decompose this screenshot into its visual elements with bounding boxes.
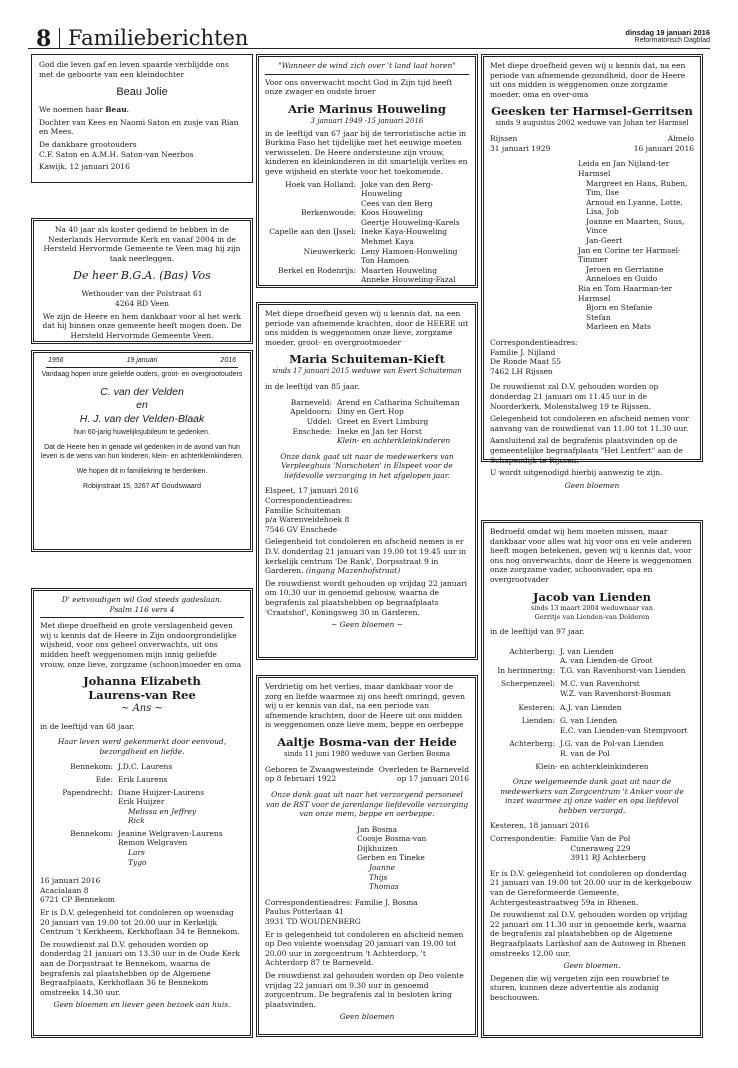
family-group <box>265 247 469 266</box>
deceased-name: Aaltje Bosma-van der Heide <box>277 734 457 749</box>
age-line: in de leeftijd van 85 jaar. <box>265 382 360 392</box>
corr-label: Correspondentieadres: <box>265 496 353 506</box>
family-place: Enschede: <box>292 426 332 436</box>
family-list <box>265 398 469 436</box>
deceased-name-1: Johanna Elizabeth <box>83 674 201 689</box>
family-place: Achterberg: <box>509 739 555 749</box>
vos-closing: We zijn de Heere en hem dankbaar voor al het werk dat hij binnen onze gemeente heeft mogen doen. De Hersteld Hervormde Gemeente Veen. <box>42 311 242 340</box>
burial-info: Aansluitend zal de begrafenis plaatsvinden op de gemeentelijke begraafplaats "Het Lentfert" aan de Schapendijk te Rijssen. <box>490 436 683 465</box>
family-names <box>361 247 469 266</box>
family-member: Geertje Houweling-Karels <box>361 217 460 227</box>
grandchildren: Klein- en achterkleinkinderen <box>337 436 451 446</box>
corr-label: Correspondentieadres: <box>490 338 578 347</box>
family-member: J.D.C. Laurens <box>118 762 173 772</box>
obituary-intro: Met diepe droefheid geven wij u kennis dat, na een periode van afnemende gezondheid, door de Heere uit ons midden is weggenomen onze zorgzame moeder, oma en over-oma <box>490 61 686 99</box>
family-group <box>265 407 469 417</box>
age-line: in de leeftijd van 97 jaar. <box>490 626 585 636</box>
vos-name: De heer B.G.A. (Bas) Vos <box>73 269 211 283</box>
closing-note: Geen bloemen. <box>563 961 621 971</box>
jubilee-wish: Dat de Heere hen in genade wil gedenken in de avond van hun leven is de wens van hun kinderen, klein- en achterkleinkinderen. <box>40 444 244 461</box>
born-place: Geboren te Zwaagwesteinde <box>265 764 374 774</box>
deceased-name: Jacob van Lienden <box>533 589 651 604</box>
grandchild: Thijs <box>369 872 388 882</box>
family-group <box>40 762 244 772</box>
and-word: en <box>136 399 148 412</box>
page-number: 8 <box>36 26 52 52</box>
widow-note: sinds 9 augustus 2002 weduwe van Johan ter Harmsel <box>495 119 689 128</box>
family-place: Ede: <box>95 774 113 784</box>
family-list <box>265 180 469 286</box>
family-names <box>560 647 694 666</box>
family-names <box>118 788 244 826</box>
deceased-name: Geesken ter Harmsel-Gerritsen <box>491 104 693 119</box>
place-date: Kawijk, 12 januari 2016 <box>39 162 130 172</box>
service-info: De rouwdienst zal D.V. gehouden worden op vrijdag 22 januari om 11.30 uur in genoemde kerk, waarna de begrafenis zal plaatshebben op de Algemene Begraafplaats Larikshof aan de Autoweg in Rhenen omstreeks 12.00 uur. <box>490 910 688 958</box>
family-member: Ineke Kaya-Houweling <box>361 227 448 237</box>
family-member: Diny en Gert Hop <box>337 407 404 417</box>
jubilee-event: hun 60-jarig huwelijksjubileum te gedenken. <box>74 429 210 437</box>
closing-note: Geen bloemen <box>339 1012 395 1022</box>
marriage-jubilee-notice <box>31 350 253 552</box>
grandchild: Rick <box>128 816 145 826</box>
corr-line-1: Familie Schuiteman <box>265 505 341 515</box>
issue-date: dinsdag 19 januari 2016 <box>625 28 710 37</box>
page-header <box>28 25 710 52</box>
year-end: 2016 <box>220 357 236 364</box>
corr-line-3: 3931 TD WOUDENBERG <box>265 917 361 927</box>
family-list <box>490 159 694 332</box>
place-date: Kesteren, 18 januari 2016 <box>490 821 590 831</box>
obituary-intro: Verdrietig om het verlies, maar dankbaar voor de zorg en liefde waarmee zij ons heeft omringd, geven wij u er kennis van dat, na een periode van afnemende krachten, door de Heere uit ons midden is weggenomen onze lieve mem, beppe en oerbeppe <box>265 682 465 730</box>
family-member: A.J. van Lienden <box>560 702 622 712</box>
closing-note: Geen bloemen en liever geen bezoek aan huis. <box>53 1000 231 1010</box>
grandchild: Lars <box>128 848 145 858</box>
year-start: 1956 <box>48 357 64 364</box>
visitation-info: Er is D.V. gelegenheid tot condoleren op woensdag 20 januari van 19.00 tot 20.00 uur in Kerkelijk Centrum 't Kerkheem, Kerkhoflaan 34 te Bennekom. <box>40 908 240 937</box>
family-group <box>265 427 469 437</box>
vos-address-1: Wethouder van der Polstraat 61 <box>81 289 203 299</box>
birth-date: 31 januari 1929 <box>490 143 551 153</box>
family-member: Jan Bosma <box>357 824 398 834</box>
city-line: 6721 CP Bennekom <box>40 895 115 905</box>
corr-line-2: p/a Warenveldehoek 8 <box>265 515 350 525</box>
thanks-line-2: C.F. Saton en A.M.H. Saton-van Neerbos <box>39 149 194 159</box>
family-group <box>40 829 244 867</box>
thanks-note: Onze dank gaat uit naar de medewerkers van Verpleeghuis 'Norschoten' in Elspeet voor de liefdevolle verzorging in het afgelopen jaar. <box>280 451 454 480</box>
family-place: Bennekom: <box>70 762 113 772</box>
obituary-van-lienden <box>481 520 703 1038</box>
parents-line: Dochter van Kees en Naomi Saton en zusje van Rian en Mees. <box>39 117 239 137</box>
birth-announcement <box>31 54 253 183</box>
nickname: ~ Ans ~ <box>121 702 163 714</box>
grandchild: Melissa en Jeffrey <box>128 806 197 816</box>
family-place: Lienden: <box>521 716 555 726</box>
visitation-info: Er is D.V. gelegenheid tot condoleren op donderdag 21 januari van 19.00 tot 20.00 uur in de kerkgebouw van de Gereformeerde Gemeente, Achtergesteastraatweg 59a in Rhenen. <box>490 868 692 907</box>
family-names <box>560 716 694 735</box>
family-names <box>361 208 469 227</box>
widow-note: sinds 17 januari 2015 weduwe van Evert Schuiteman <box>272 367 462 376</box>
family-names <box>560 679 694 698</box>
corr-line-3: 7462 LH Rijssen <box>490 366 553 376</box>
family-names <box>361 227 469 246</box>
jubilee-hope: We hopen dit in familiekring te herdenken. <box>76 468 208 476</box>
child-name: Beau Jolie <box>116 86 168 99</box>
obituary-text: in de leeftijd van 67 jaar bij de terroristische actie in Burkina Faso het tijdelijke met het eeuwige moeten verwisselen. De Heere ondersteune zijn vrouw, kinderen en kleinkinderen in dit smartelijk verlies en geve wijsheid en sterkte voor het toekomende. <box>265 128 468 176</box>
naming-line: We noemen haar Beau. <box>39 105 130 115</box>
family-place: Kesteren: <box>518 702 555 712</box>
corr-label: Correspondentie: <box>490 834 557 844</box>
family-list <box>265 825 469 892</box>
family-member: Ria en Tom Haarman-ter Harmsel <box>578 284 673 303</box>
family-member: Ineke en Jan ter Horst <box>337 426 422 436</box>
death-place: Almelo <box>667 134 694 144</box>
thanks-note: Onze welgemeende dank gaat uit naar de medewerkers van Zorgcentrum 't Anker voor de inzet waarmee zij onze vader en opa liefdevol hebben verzorgd. <box>500 777 684 815</box>
family-group <box>265 266 469 285</box>
born-date: op 8 februari 1922 <box>265 774 337 784</box>
closing-note: Geen bloemen <box>564 480 620 490</box>
obituary-intro: Bedroefd omdat wij hem moeten missen, maar dankbaar voor alles wat hij voor ons en vele anderen heeft mogen betekenen, geven wij u kennis dat, voor ons nog onverwachts, door de Heere is weggenomen onze zorgzame vader, schoonvader, opa en overgrootvader <box>490 527 692 584</box>
vos-intro: Na 40 jaar als koster gediend te hebben in de Nederlands Hervormde Kerk en vanaf 2004 in de Hersteld Hervormde Gemeente te Veen mag hij zijn taak neerleggen. <box>43 225 241 263</box>
thanks-line-1: De dankbare grootouders <box>39 140 137 150</box>
family-member: J. van Lienden <box>560 646 614 656</box>
family-member: Leida en Jan Nijland-ter Harmsel <box>578 159 670 178</box>
widower-note-2: Gerritje van Lienden-van Dolderen <box>534 612 650 621</box>
birth-intro: God die leven gaf en leven spaarde verblijdde ons met de geboorte van een kleindochter <box>39 60 229 79</box>
grandchild: Joanne <box>369 863 396 873</box>
corr-line-2: Cuneraweg 229 <box>570 843 631 853</box>
family-place: Berkenwoude: <box>301 208 356 218</box>
family-group <box>490 703 694 713</box>
family-member: Erik Laurens <box>118 774 168 784</box>
life-dates: 3 januari 1949 -15 januari 2016 <box>310 116 424 125</box>
family-member: W.Z. van Ravenhorst-Bosman <box>560 688 671 698</box>
obituary-intro: Met diepe droefheid geven wij u kennis dat, na een periode van afnemende krachten, door de HEERE uit ons midden is weggenomen onze lieve, zorgzame moeder, groot- en overgrootmoeder <box>265 309 469 347</box>
quote: "Wanneer de wind zich over 't land laat horen" <box>278 61 456 70</box>
corr-line-1: Familie J. Nijland <box>490 347 556 357</box>
family-member: G. van Lienden <box>560 716 618 726</box>
family-place: Papendrecht: <box>62 787 113 797</box>
jubilee-intro: Vandaag hopen onze geliefde ouders, groot- en overgrootouders <box>41 370 243 378</box>
family-member: Diane Huijzer-Laurens <box>118 787 205 797</box>
quote: D' eenvoudigen wil God steeds gadeslaan. <box>61 595 223 604</box>
family-names <box>118 829 244 867</box>
grandchild: Thomas <box>369 882 399 892</box>
correspondence-block <box>490 834 694 863</box>
family-place: Nieuwerkerk: <box>303 246 356 256</box>
invite-line: U wordt uitgenodigd hierbij aanwezig te zijn. <box>490 468 663 478</box>
family-member: E.C. van Lienden-van Stempvoort <box>560 725 688 735</box>
family-group <box>265 227 469 246</box>
obituary-intro: Voor ons onverwacht mocht God in Zijn tijd heeft onze zwager en oudste broer <box>265 77 453 97</box>
street-line: Acacialaan 8 <box>40 885 89 895</box>
family-member: Maarten Houweling <box>361 265 438 275</box>
family-member: R. van de Pol <box>560 748 610 758</box>
corr-line-1: Familie Van de Pol <box>560 834 631 844</box>
vos-address-2: 4264 RD Veen <box>115 299 169 309</box>
grandchildren: Klein- en achterkleinkinderen <box>535 761 649 771</box>
family-member: Jan en Corine ter Harmsel-Timmer <box>578 245 681 265</box>
age-line: in de leeftijd van 68 jaar. <box>40 721 135 731</box>
birth-place: Rijssen <box>490 134 518 144</box>
corr-line-3: 7546 GV Enschede <box>265 524 338 534</box>
header-divider <box>59 28 60 48</box>
family-group <box>40 775 244 785</box>
note: Degenen die wij vergeten zijn een rouwbrief te sturen, kunnen deze advertentie als zodanig beschouwen. <box>490 973 670 1002</box>
husband-name: C. van der Velden <box>100 385 184 398</box>
jubilee-day: 19 januari <box>126 357 158 364</box>
widower-note-1: sinds 13 maart 2004 weduwnaar van <box>531 604 653 613</box>
family-member: Jeanine Welgraven-Laurens <box>118 828 223 838</box>
family-group <box>490 739 694 758</box>
family-group <box>265 208 469 227</box>
visitation-info: Er is gelegenheid tot condoleren en afscheid nemen op Deo volente woensdag 20 januari van 19.00 tot 20.00 uur in zorgcentrum 't Achterdorp, 't Achterdorp 87 te Barneveld. <box>265 929 464 968</box>
family-group <box>265 398 469 408</box>
section-title: Familieberichten <box>68 26 249 50</box>
family-list <box>40 762 244 867</box>
family-member: Margreet en Hans, Ruben, Tim, Ilse <box>586 178 688 198</box>
obituary-ter-harmsel-gerritsen <box>481 54 703 490</box>
family-member: Joanne en Maarten, Suus, Vince <box>586 216 685 236</box>
family-place: Apeldoorn: <box>290 407 332 417</box>
motto: Haar leven werd gekenmerkt door eenvoud, bezorgdheid en liefde. <box>57 737 227 756</box>
family-group <box>490 647 694 666</box>
family-member: Gerben en Tineke <box>357 853 425 863</box>
service-info: De rouwdienst zal D.V. gehouden worden op donderdag 21 januari om 13.30 uur in de Oude Kerk aan de Dorpsstraat te Bennekom, waarna de begrafenis zal plaatshebben op de Algemene Begraafplaats, Kerkhoflaan 36 te Bennekom omstreeks 14.30 uur. <box>40 939 240 997</box>
family-names <box>118 775 244 785</box>
date-line: 16 januari 2016 <box>40 876 101 886</box>
jubilee-koster-notice <box>31 218 253 344</box>
family-place: Hoek van Holland: <box>285 179 356 189</box>
family-member: Stefan <box>586 312 611 322</box>
birth-death-row <box>265 765 469 784</box>
visitation-info: Gelegenheid tot condoleren en afscheid nemen voor aanvang van de rouwdienst van 11.00 tot 11.30 uur. <box>490 414 689 433</box>
thanks-note: Onze dank gaat uit naar het verzorgend personeel van de RST voor de jarenlange liefdevolle verzorging van onze mem, beppe en oerbeppe. <box>265 789 469 819</box>
family-place: Achterberg: <box>509 646 555 656</box>
service-info: De rouwdienst zal D.V. gehouden worden op donderdag 21 januari om 11.45 uur in de Noorderkerk, Molenstalweg 19 te Rijssen. <box>490 382 659 411</box>
died-date: op 17 januari 2016 <box>396 774 469 784</box>
wife-name: H. J. van der Velden-Blaak <box>79 412 205 425</box>
service-info: De rouwdienst wordt gehouden op vrijdag 22 januari om 10.30 uur in genoemd gebouw, waarna de begrafenis zal plaatshebben op begraafplaats 'Craatshof', Koningsweg 30 in Garderen. <box>265 578 468 617</box>
family-names <box>361 266 469 285</box>
newspaper-name: Reformatorisch Dagblad <box>634 37 710 44</box>
family-member: Leny Hamoen-Houweling <box>361 246 458 256</box>
obituary-intro: Met diepe droefheid en grote verslagenheid geven wij u kennis dat de Heere in Zijn ondoorgrondelijke wijsheid, voor ons geheel onverwachts, uit ons midden heeft weggenomen mijn innig geliefde vrouw, onze lieve, zorgzame (schoon)moeder en oma <box>40 621 242 669</box>
quote-ref: Psalm 116 vers 4 <box>109 604 175 614</box>
grandchild: Tygo <box>128 857 147 867</box>
family-member: Marleen en Mats <box>586 322 651 332</box>
family-group <box>265 417 469 427</box>
family-place: Capelle aan den IJssel: <box>269 227 356 237</box>
family-member: M.C. van Ravenhorst <box>560 679 640 689</box>
service-info: De rouwdienst zal gehouden worden op Deo volente vrijdag 22 januari om 9.30 uur in genoemd zorgcentrum. De begrafenis zal in besloten kring plaatsvinden. <box>265 971 464 1009</box>
family-place: Barneveld: <box>290 397 332 407</box>
place-date: Elspeet, 17 januari 2016 <box>265 486 359 496</box>
family-member: Anneloes en Guido <box>586 274 658 284</box>
widow-note: sinds 11 juni 1980 weduwe van Gerben Bosma <box>283 749 450 758</box>
jubilee-address: Robijnstraat 15, 3267 AT Goudswaard <box>82 483 202 491</box>
family-member: Coosje Bosma-van Dijkhuizen <box>357 834 427 853</box>
family-member: T.G. van Ravenhorst-van Lienden <box>560 665 686 675</box>
family-group <box>265 180 469 209</box>
family-member: J.G. van de Pol-van Lienden <box>560 739 664 749</box>
family-member: Koos Houweling <box>361 208 423 218</box>
family-group <box>40 788 244 826</box>
family-member: Anneke Houweling-Fazal <box>361 275 456 285</box>
family-names <box>560 739 694 758</box>
family-names <box>560 666 694 676</box>
family-place: In herinnering: <box>497 665 555 675</box>
jubilee-dates <box>40 357 244 366</box>
family-member: Erik Huijzer <box>118 797 165 807</box>
died-place: Overleden te Barneveld <box>378 764 469 774</box>
visitation-info: Gelegenheid tot condoleren en afscheid nemen is er D.V. donderdag 21 januari van 19.00 tot 19.45 uur in kerkelijk centrum 'De Rank', Dorpsstraat 9 in Garderen. (ingang Mazenhofstraat) <box>265 537 467 576</box>
family-member: Mehmet Kaya <box>361 237 414 247</box>
family-names <box>118 762 244 772</box>
family-names <box>560 703 694 713</box>
family-member: Remon Welgraven <box>118 838 188 848</box>
family-group <box>490 666 694 676</box>
obituary-schuiteman-kieft <box>256 302 478 660</box>
family-member: Greet en Evert Limburg <box>337 416 429 426</box>
obituary-bosma <box>256 675 478 1037</box>
obituary-houweling <box>256 54 478 288</box>
corr-line-3: 3911 RJ Achterberg <box>570 853 646 863</box>
family-place: Uddel: <box>306 416 332 426</box>
life-places-dates <box>490 134 694 153</box>
deceased-name: Maria Schuiteman-Kieft <box>289 352 445 367</box>
obituary-laurens <box>31 588 253 1038</box>
family-names <box>361 180 469 209</box>
family-place: Scherpenzeel: <box>500 679 555 689</box>
corr-line-1: Correspondentieadres: Familie J. Bosma <box>265 897 418 907</box>
family-group <box>490 716 694 735</box>
family-member: Jeroen en Gerrianne <box>586 264 664 274</box>
family-member: Joke van den Berg-Houweling <box>361 179 434 199</box>
family-place: Berkel en Rodenrijs: <box>278 265 356 275</box>
family-list <box>490 647 694 759</box>
family-member: Arnoud en Lyanne, Lotte, Lisa, Job <box>586 197 683 217</box>
family-member: Arend en Catharina Schuiteman <box>337 397 460 407</box>
death-date: 16 januari 2016 <box>633 143 694 153</box>
family-member: Jan-Geert <box>586 236 623 246</box>
closing-note: ~ Geen bloemen ~ <box>331 620 403 630</box>
family-member: A. van Lienden-de Groot <box>560 656 653 666</box>
corr-line-2: De Ronde Maat 55 <box>490 357 562 367</box>
deceased-name: Arie Marinus Houweling <box>288 101 446 116</box>
family-place: Bennekom: <box>70 828 113 838</box>
family-member: Cees van den Berg <box>361 198 433 208</box>
family-group <box>490 679 694 698</box>
deceased-name-2: Laurens-van Ree <box>88 687 196 702</box>
family-member: Bjorn en Stefanie <box>586 303 653 313</box>
corr-line-2: Paulus Potterlaan 41 <box>265 907 344 917</box>
family-member: Ton Hamoen <box>361 256 410 266</box>
